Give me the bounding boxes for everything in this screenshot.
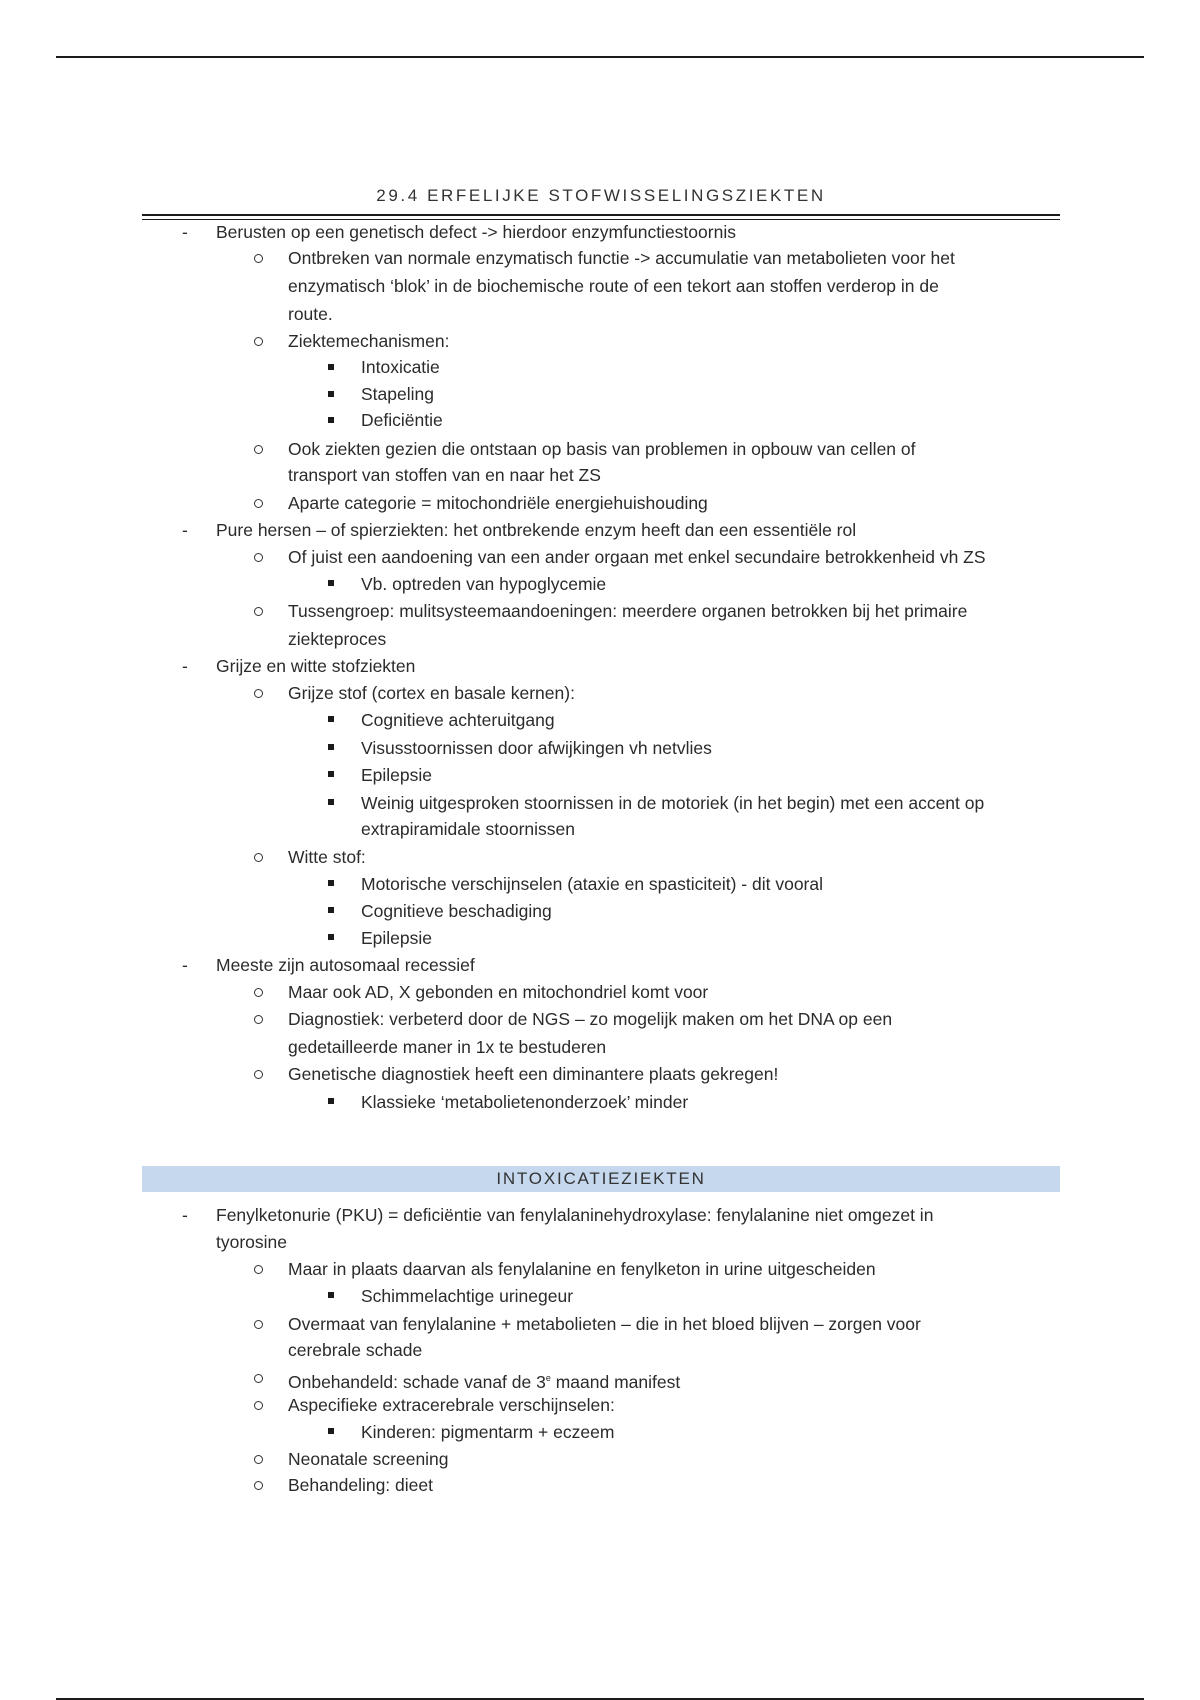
list-item: Neonatale screening xyxy=(288,1449,449,1469)
bullet-square xyxy=(328,880,334,886)
bullet-dash: - xyxy=(182,955,188,975)
bullet-square xyxy=(328,364,334,370)
bullet-circle xyxy=(254,337,263,346)
bullet-square xyxy=(328,417,334,423)
bullet-square xyxy=(328,799,334,805)
list-item: Behandeling: dieet xyxy=(288,1475,433,1495)
bullet-circle xyxy=(254,607,263,616)
list-item: Cognitieve achteruitgang xyxy=(361,710,555,730)
list-item: Kinderen: pigmentarm + eczeem xyxy=(361,1422,615,1442)
list-item: Deficiëntie xyxy=(361,410,443,430)
bullet-circle xyxy=(254,254,263,263)
list-item: Epilepsie xyxy=(361,928,433,948)
list-item: enzymatisch ‘blok’ in de biochemische route of een tekort aan stoffen verderop in de xyxy=(288,276,939,296)
list-item: Vb. optreden van hypoglycemie xyxy=(361,574,607,594)
bullet-circle xyxy=(254,553,263,562)
list-item: cerebrale schade xyxy=(288,1340,423,1360)
bullet-square xyxy=(328,1428,334,1434)
bullet-circle xyxy=(254,853,263,862)
header-rule xyxy=(56,56,1144,58)
list-item: ziekteproces xyxy=(288,629,387,649)
list-item: Overmaat van fenylalanine + metabolieten – die in het bloed blijven – zorgen voor xyxy=(288,1314,921,1334)
list-item: Grijze en witte stofziekten xyxy=(216,656,416,676)
list-item: Genetische diagnostiek heeft een diminantere plaats gekregen! xyxy=(288,1064,779,1084)
list-item: Ook ziekten gezien die ontstaan op basis van problemen in opbouw van cellen of xyxy=(288,439,916,459)
bullet-square xyxy=(328,771,334,777)
bullet-square xyxy=(328,744,334,750)
list-item: gedetailleerde maner in 1x te bestuderen xyxy=(288,1037,607,1057)
section-title-underline xyxy=(142,214,1060,216)
list-item-text: maand manifest xyxy=(550,1371,681,1392)
section-title: 29.4 ERFELIJKE STOFWISSELINGSZIEKTEN xyxy=(376,186,826,205)
bullet-circle xyxy=(254,689,263,698)
bullet-dash: - xyxy=(182,222,188,242)
list-item: Motorische verschijnselen (ataxie en spasticiteit) - dit vooral xyxy=(361,874,823,894)
list-item: Diagnostiek: verbeterd door de NGS – zo mogelijk maken om het DNA op een xyxy=(288,1009,893,1029)
subsection-title: INTOXICATIEZIEKTEN xyxy=(142,1166,1060,1192)
list-item: Ontbreken van normale enzymatisch functie -> accumulatie van metabolieten voor het xyxy=(288,248,955,268)
list-item: Maar ook AD, X gebonden en mitochondriel komt voor xyxy=(288,982,709,1002)
list-item: Witte stof: xyxy=(288,847,366,867)
list-item: Of juist een aandoening van een ander orgaan met enkel secundaire betrokkenheid vh ZS xyxy=(288,547,986,567)
list-item: Maar in plaats daarvan als fenylalanine en fenylketon in urine uitgescheiden xyxy=(288,1259,876,1279)
list-item: Schimmelachtige urinegeur xyxy=(361,1286,574,1306)
bullet-square xyxy=(328,1292,334,1298)
list-item: transport van stoffen van en naar het ZS xyxy=(288,465,601,485)
list-item: Ziektemechanismen: xyxy=(288,331,450,351)
bullet-circle xyxy=(254,1401,263,1410)
list-item: Pure hersen – of spierziekten: het ontbrekende enzym heeft dan een essentiële rol xyxy=(216,520,857,540)
bullet-circle xyxy=(254,445,263,454)
list-item: Meeste zijn autosomaal recessief xyxy=(216,955,475,975)
list-item: Stapeling xyxy=(361,384,434,404)
bullet-square xyxy=(328,934,334,940)
bullet-circle xyxy=(254,499,263,508)
list-item: Visusstoornissen door afwijkingen vh netvlies xyxy=(361,738,712,758)
bullet-circle xyxy=(254,1481,263,1490)
list-item: Aspecifieke extracerebrale verschijnselen: xyxy=(288,1395,615,1415)
bullet-square xyxy=(328,716,334,722)
bullet-circle xyxy=(254,1015,263,1024)
list-item: Grijze stof (cortex en basale kernen): xyxy=(288,683,575,703)
list-item: Aparte categorie = mitochondriële energiehuishouding xyxy=(288,493,708,513)
bullet-circle xyxy=(254,1265,263,1274)
list-item: Tussengroep: mulitsysteemaandoeningen: meerdere organen betrokken bij het primaire xyxy=(288,601,968,621)
list-item: tyorosine xyxy=(216,1232,288,1252)
bullet-circle xyxy=(254,1374,263,1383)
bullet-square xyxy=(328,391,334,397)
bullet-dash: - xyxy=(182,1205,188,1225)
list-item: Cognitieve beschadiging xyxy=(361,901,552,921)
bullet-dash: - xyxy=(182,520,188,540)
list-item: Klassieke ‘metabolietenonderzoek’ minder xyxy=(361,1092,689,1112)
bullet-circle xyxy=(254,1070,263,1079)
list-item: Fenylketonurie (PKU) = deficiëntie van fenylalaninehydroxylase: fenylalanine niet omgezet in xyxy=(216,1205,934,1225)
list-item xyxy=(288,1365,680,1395)
list-item: Intoxicatie xyxy=(361,357,440,377)
list-item: route. xyxy=(288,304,333,324)
bullet-square xyxy=(328,580,334,586)
list-item: Epilepsie xyxy=(361,765,433,785)
bullet-circle xyxy=(254,1320,263,1329)
bullet-square xyxy=(328,1098,334,1104)
list-item: Weinig uitgesproken stoornissen in de motoriek (in het begin) met een accent op xyxy=(361,793,985,813)
bullet-circle xyxy=(254,988,263,997)
bullet-square xyxy=(328,907,334,913)
list-item: extrapiramidale stoornissen xyxy=(361,819,575,839)
bullet-circle xyxy=(254,1455,263,1464)
superscript: e xyxy=(545,1373,551,1383)
bullet-dash: - xyxy=(182,656,188,676)
list-item: Berusten op een genetisch defect -> hierdoor enzymfunctiestoornis xyxy=(216,222,736,242)
list-item-text: Onbehandeld: schade vanaf de 3 xyxy=(288,1371,546,1392)
